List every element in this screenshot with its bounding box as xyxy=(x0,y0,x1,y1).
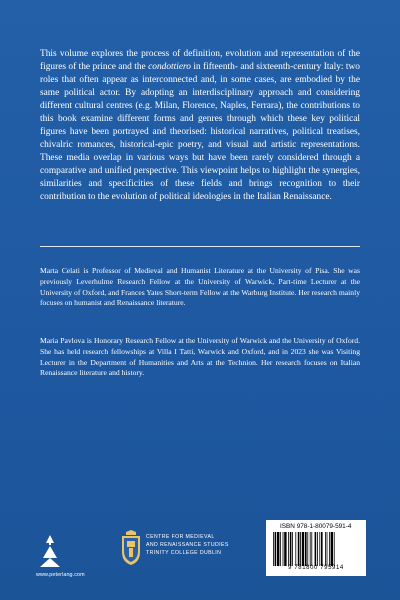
barcode-digits: 9 781800 795914 xyxy=(288,565,344,571)
publisher-logo xyxy=(38,534,98,568)
author-bio-celati: Marta Celati is Professor of Medieval and Humanist Literature at the University of Pisa. She was previously Leverhulme Research Fellow at the University of Warwick, Part-time Lecturer at the University of Oxford, and Frances Yates Short-term Fellow at the Warburg Institute. Her research mainly focuses on humanist and Renaissance literature. xyxy=(40,266,360,308)
author-bio-pavlova: Maria Pavlova is Honorary Research Fellow at the University of Warwick and the University of Oxford. She has held research fellowships at Villa I Tatti, Warwick and Oxford, and in 2023 she was Visiting Lecturer in the Department of Humanities and Arts at the Technion. Her research focuses on Italian Renaissance literature and history. xyxy=(40,336,360,378)
isbn-label: ISBN 978-1-80079-591-4 xyxy=(280,523,352,530)
research-centre-logo xyxy=(120,530,260,570)
publisher-url: www.peterlang.com xyxy=(36,572,85,578)
centre-name xyxy=(146,534,229,557)
peter-lang-logo-icon xyxy=(38,534,62,568)
blurb-text-part2: in fifteenth- and sixteenth-century Italy: two roles that often appear as interconnected and, in some cases, are embodied by the same political actor. By adopting an interdisciplinary approach and considering different cultural centres (e.g. Milan, Florence, Naples, Ferrara), the contributions to this book examine different forms and genres through which these key political figures have been portrayed and theorised: historical narratives, political treatises, chivalric romances, historical-epic poetry, and visual and artistic representations. These media overlap in various ways but have been rarely considered through a comparative and unified perspective. This viewpoint helps to highlight the synergies, similarities and specificities of these fields and brings recognition to their contribution to the evolution of political ideologies in the Italian Renaissance. xyxy=(40,61,360,202)
book-blurb xyxy=(40,48,360,204)
centre-line-3: TRINITY COLLEGE DUBLIN xyxy=(146,549,222,556)
centre-line-1: CENTRE FOR MEDIEVAL xyxy=(146,534,215,540)
barcode-bars xyxy=(270,532,362,566)
blurb-text-part1: This volume explores the process of definition, evolution and representation of the figures of the prince and the xyxy=(40,49,360,72)
isbn-barcode xyxy=(266,520,366,576)
trinity-crest-icon xyxy=(120,530,142,566)
blurb-italic-term: condottiero xyxy=(148,61,191,72)
divider-rule xyxy=(40,246,360,247)
centre-line-2: AND RENAISSANCE STUDIES xyxy=(146,541,229,548)
